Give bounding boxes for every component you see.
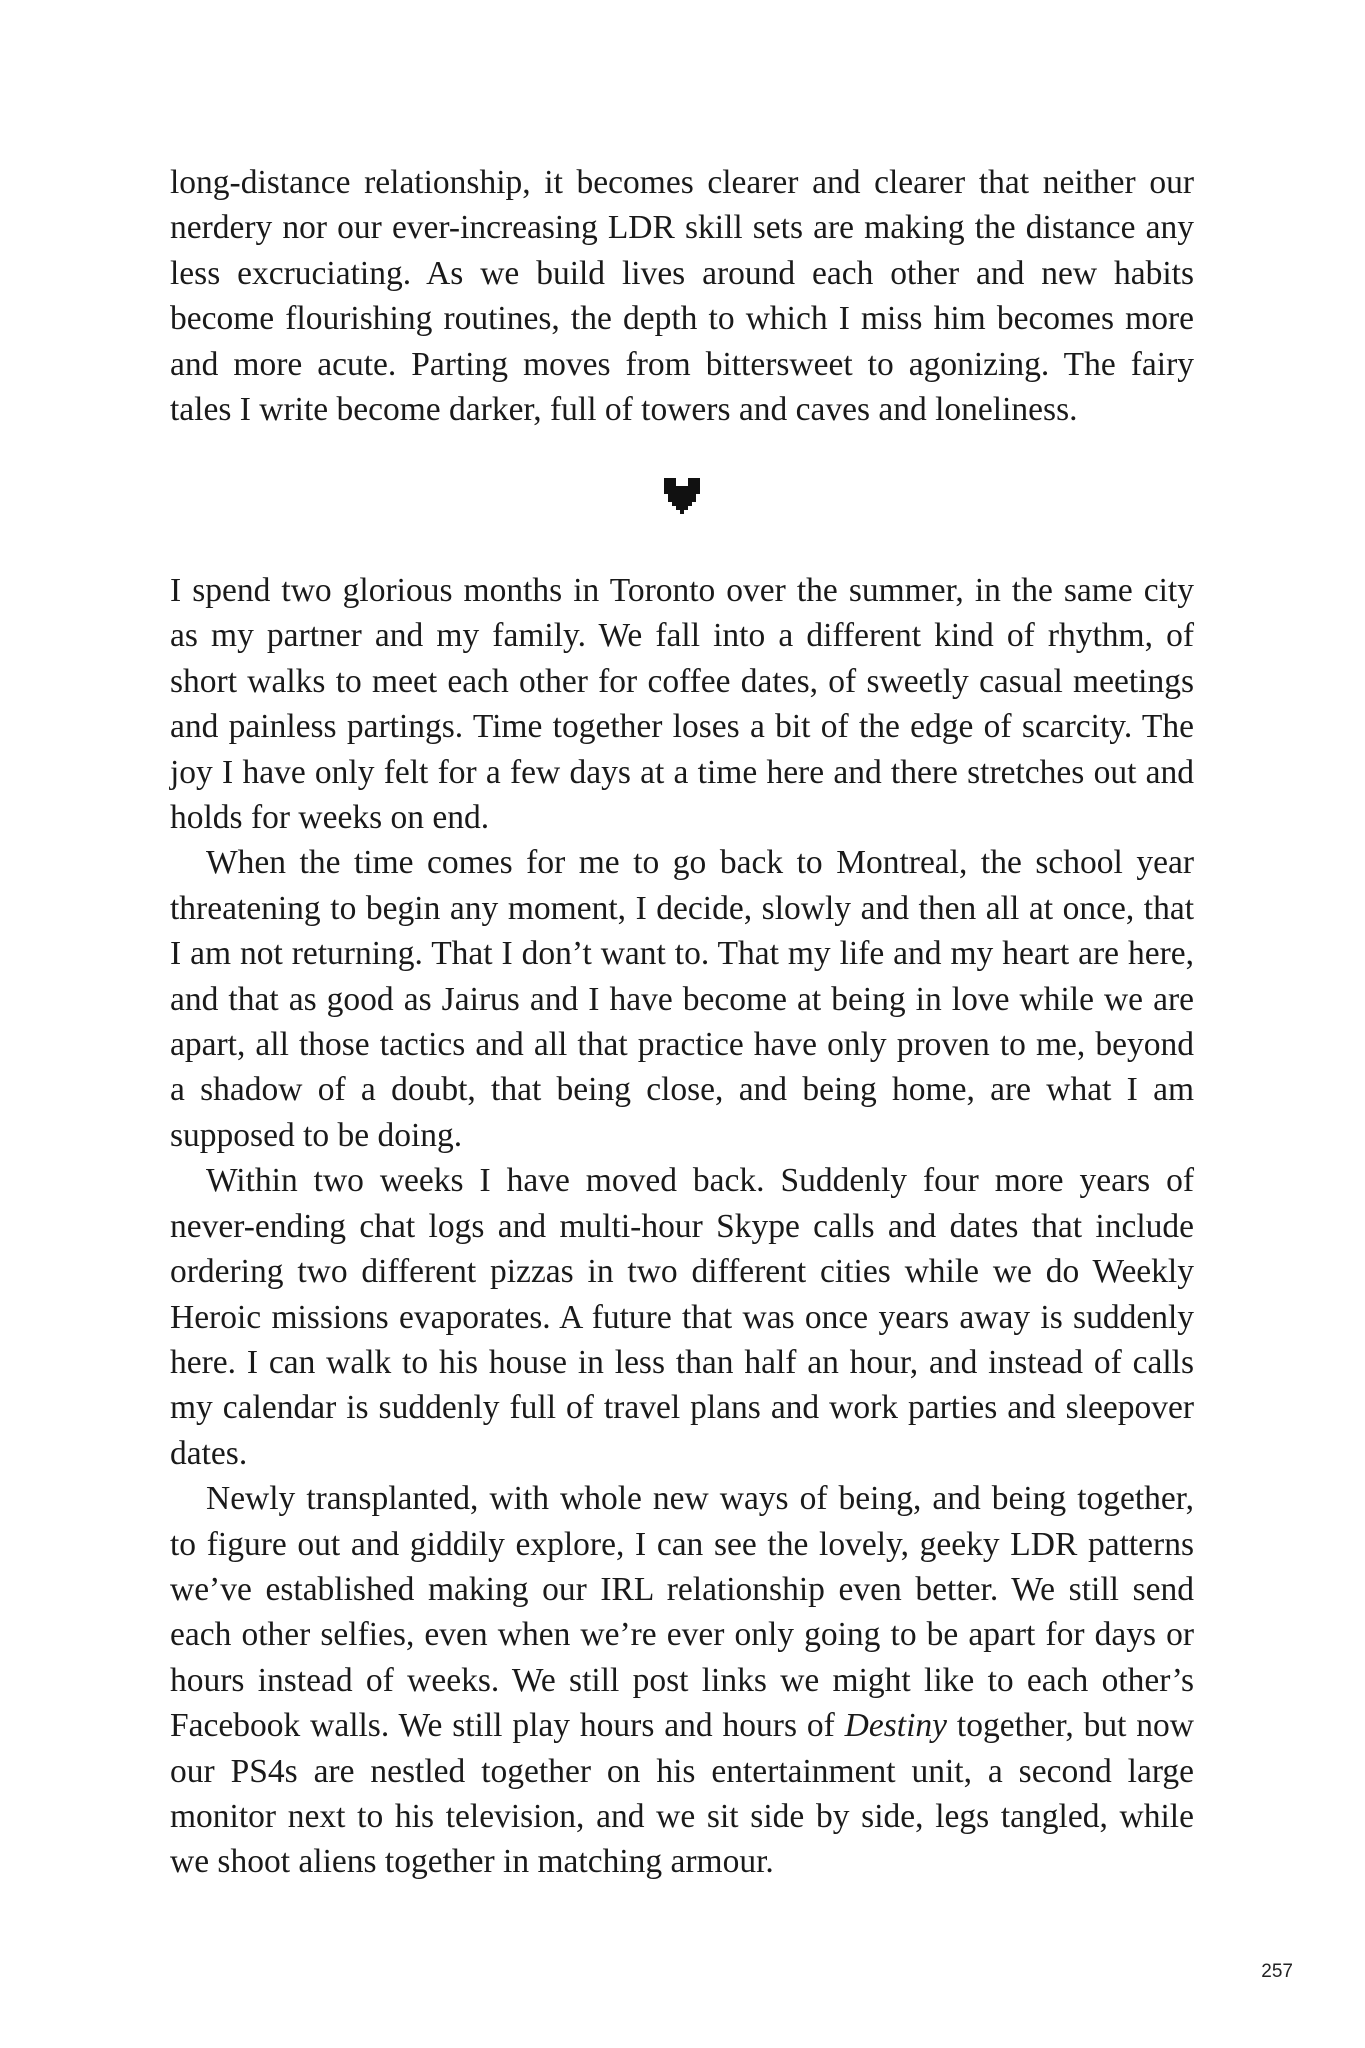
paragraph-moved-back: Within two weeks I have moved back. Suddenly four more years of never-ending chat logs and multi-hour Skype calls and dates that include ordering two different pizzas in two different cities while we do Weekly Heroic missions evaporates. A future that was once years away is suddenly here. I can walk to his house in less than half an hour, and instead of calls my calendar is suddenly full of travel plans and work parties and sleepover dates. xyxy=(170,1162,1194,1472)
pixel-heart-icon xyxy=(664,478,700,514)
paragraph-continued: long-distance relationship, it becomes clearer and clearer that neither our nerdery nor our ever-increasing LDR skill sets are making the distance any less excruciating. As we build lives around each other and new habits become flourishing routines, the depth to which I miss him becomes more and more acute. Parting moves from bittersweet to agonizing. The fairy tales I write become darker, full of towers and caves and loneliness. xyxy=(170,164,1194,429)
text-block-bottom xyxy=(170,568,1194,1885)
text-block-top xyxy=(170,160,1194,432)
paragraph-toronto-summer: I spend two glorious months in Toronto over the summer, in the same city as my partner and my family. We fall into a different kind of rhythm, of short walks to meet each other for coffee dates, of sweetly casual meetings and painless partings. Time together loses a bit of the edge of scarcity. The joy I have only felt for a few days at a time here and there stretches out and holds for weeks on end. xyxy=(170,572,1194,837)
paragraph-text-before: Newly transplanted, with whole new ways of being, and being together, to figure out and giddily explore, I can see the lovely, geeky LDR patterns we’ve established making our IRL relationship even better. We still send each other selfies, even when we’re ever only going to be apart for days or hours instead of weeks. We still post links we might like to each other’s Facebook walls. We still play hours and hours of xyxy=(170,1480,1194,1745)
paragraph-newly-transplanted xyxy=(170,1476,1194,1885)
page-number: 257 xyxy=(1261,1961,1293,1982)
paragraph-text-after: together, but now our PS4s are nestled together on his entertainment unit, a second large monitor next to his television, and we sit side by side, legs tangled, while we shoot aliens together in matching armour. xyxy=(170,1707,1194,1881)
game-title-italic: Destiny xyxy=(844,1707,948,1745)
paragraph-montreal-decision: When the time comes for me to go back to Montreal, the school year threatening to begin any moment, I decide, slowly and then all at once, that I am not returning. That I don’t want to. That my life and my heart are here, and that as good as Jairus and I have become at being in love while we are apart, all those tactics and all that practice have only proven to me, beyond a shadow of a doubt, that being close, and being home, are what I am supposed to be doing. xyxy=(170,844,1194,1154)
